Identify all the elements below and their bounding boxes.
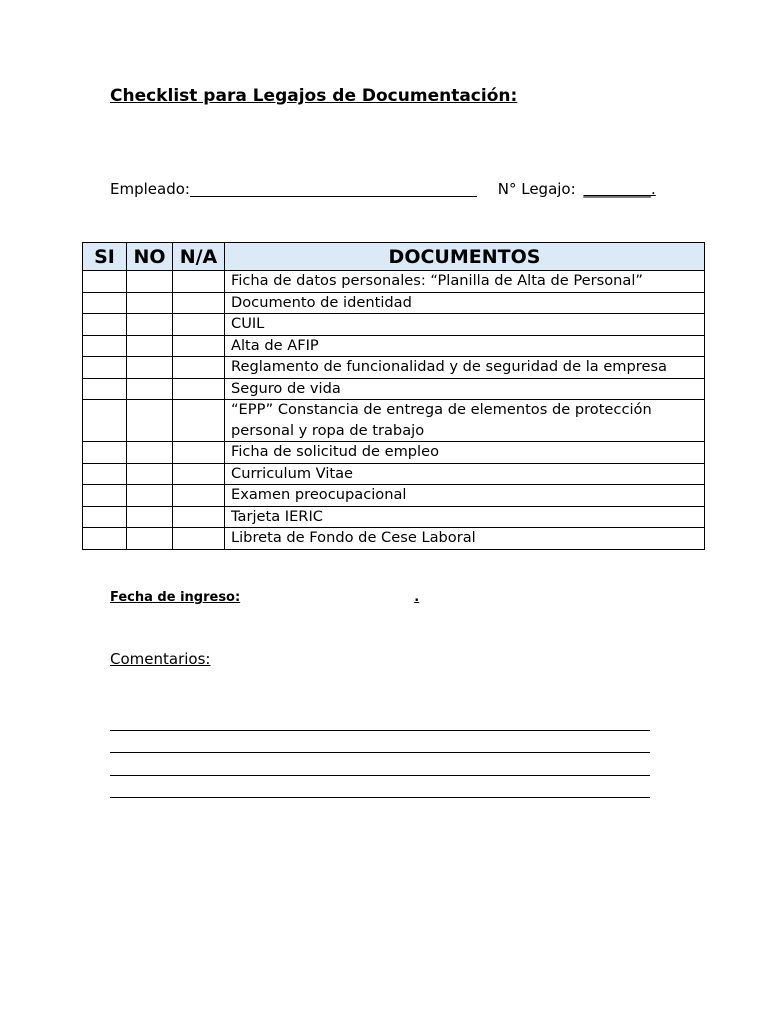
si-checkbox-cell[interactable] (83, 485, 127, 507)
table-row (83, 335, 705, 357)
no-checkbox-cell[interactable] (127, 292, 173, 314)
documents-checklist-table (82, 242, 705, 550)
na-checkbox-cell[interactable] (173, 292, 225, 314)
si-checkbox-cell[interactable] (83, 442, 127, 464)
si-checkbox-cell[interactable] (83, 357, 127, 379)
no-checkbox-cell[interactable] (127, 378, 173, 400)
document-name: Curriculum Vitae (225, 463, 705, 485)
na-checkbox-cell[interactable] (173, 378, 225, 400)
legajo-label: N° Legajo: (497, 180, 576, 198)
table-row (83, 528, 705, 550)
si-checkbox-cell[interactable] (83, 506, 127, 528)
document-name: “EPP” Constancia de entrega de elementos de protección personal y ropa de trabajo (225, 400, 705, 442)
header-si: SI (83, 243, 127, 271)
si-checkbox-cell[interactable] (83, 528, 127, 550)
comment-line[interactable] (110, 775, 650, 776)
table-row (83, 400, 705, 442)
document-name: Tarjeta IERIC (225, 506, 705, 528)
no-checkbox-cell[interactable] (127, 485, 173, 507)
si-checkbox-cell[interactable] (83, 292, 127, 314)
table-row (83, 314, 705, 336)
na-checkbox-cell[interactable] (173, 314, 225, 336)
si-checkbox-cell[interactable] (83, 314, 127, 336)
legajo-field[interactable]: _________. (583, 180, 656, 198)
document-name: Examen preocupacional (225, 485, 705, 507)
si-checkbox-cell[interactable] (83, 400, 127, 442)
document-name: Documento de identidad (225, 292, 705, 314)
table-row (83, 292, 705, 314)
fecha-ingreso-field (110, 590, 419, 605)
no-checkbox-cell[interactable] (127, 528, 173, 550)
employee-fields (110, 180, 656, 198)
document-title: Checklist para Legajos de Documentación: (110, 86, 518, 106)
na-checkbox-cell[interactable] (173, 485, 225, 507)
table-header-row (83, 243, 705, 271)
empleado-field[interactable] (190, 180, 477, 197)
fecha-ingreso-label: Fecha de ingreso: (110, 590, 241, 605)
header-na: N/A (173, 243, 225, 271)
no-checkbox-cell[interactable] (127, 357, 173, 379)
si-checkbox-cell[interactable] (83, 335, 127, 357)
no-checkbox-cell[interactable] (127, 506, 173, 528)
na-checkbox-cell[interactable] (173, 528, 225, 550)
document-name: Libreta de Fondo de Cese Laboral (225, 528, 705, 550)
table-row (83, 378, 705, 400)
no-checkbox-cell[interactable] (127, 463, 173, 485)
na-checkbox-cell[interactable] (173, 335, 225, 357)
document-name: CUIL (225, 314, 705, 336)
fecha-ingreso-end: . (414, 590, 420, 605)
na-checkbox-cell[interactable] (173, 506, 225, 528)
empleado-label: Empleado: (110, 180, 190, 198)
na-checkbox-cell[interactable] (173, 400, 225, 442)
table-row (83, 463, 705, 485)
table-row (83, 271, 705, 293)
si-checkbox-cell[interactable] (83, 378, 127, 400)
document-name: Reglamento de funcionalidad y de seguridad de la empresa (225, 357, 705, 379)
header-no: NO (127, 243, 173, 271)
comment-line[interactable] (110, 797, 650, 798)
si-checkbox-cell[interactable] (83, 463, 127, 485)
no-checkbox-cell[interactable] (127, 335, 173, 357)
no-checkbox-cell[interactable] (127, 271, 173, 293)
na-checkbox-cell[interactable] (173, 463, 225, 485)
table-row (83, 357, 705, 379)
document-name: Seguro de vida (225, 378, 705, 400)
document-name: Ficha de datos personales: “Planilla de Alta de Personal” (225, 271, 705, 293)
no-checkbox-cell[interactable] (127, 314, 173, 336)
no-checkbox-cell[interactable] (127, 442, 173, 464)
na-checkbox-cell[interactable] (173, 357, 225, 379)
comment-line[interactable] (110, 752, 650, 753)
comentarios-label: Comentarios: (110, 650, 211, 668)
na-checkbox-cell[interactable] (173, 442, 225, 464)
document-name: Alta de AFIP (225, 335, 705, 357)
na-checkbox-cell[interactable] (173, 271, 225, 293)
fecha-ingreso-blank[interactable] (240, 590, 414, 605)
table-row (83, 506, 705, 528)
table-row (83, 442, 705, 464)
table-row (83, 485, 705, 507)
comment-line[interactable] (110, 730, 650, 731)
no-checkbox-cell[interactable] (127, 400, 173, 442)
si-checkbox-cell[interactable] (83, 271, 127, 293)
header-documentos: DOCUMENTOS (225, 243, 705, 271)
document-name: Ficha de solicitud de empleo (225, 442, 705, 464)
